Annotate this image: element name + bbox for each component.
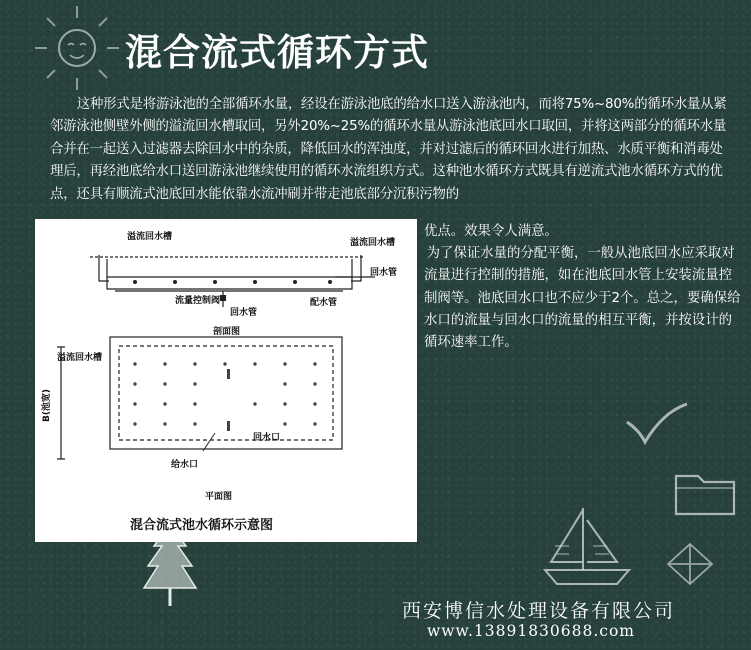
label-flow-valve: 流量控制阀	[175, 296, 221, 306]
label-width: B(池宽)	[42, 388, 53, 423]
label-section: 剖面图	[213, 327, 241, 337]
label-return-pipe-bottom: 回水管	[230, 308, 258, 318]
label-supply-inlet: 给水口	[171, 460, 199, 470]
plan-dots	[133, 362, 316, 431]
side-paragraph-first-line: 优点。效果令人满意。	[424, 224, 558, 239]
label-overflow-left: 溢流回水槽	[127, 232, 173, 242]
check-mark-doodle	[622, 400, 692, 450]
page-title: 混合流式循环方式	[125, 31, 429, 74]
kite-doodle	[655, 540, 725, 600]
label-overflow-plan: 溢流回水槽	[57, 353, 103, 363]
sailboat-doodle	[535, 500, 640, 595]
label-return-pipe-right: 回水管	[370, 268, 398, 278]
side-paragraph-body: 为了保证水量的分配平衡，一般从池底回水应采取对流量进行控制的措施，如在池底回水管上安装流量控制阀等。池底回水口也不应少于2个。总之，要确保给水口的流量与回水口的流量的相互平衡，并按设计的循环速率工作。	[424, 246, 741, 351]
circulation-diagram	[35, 219, 417, 542]
side-paragraph	[424, 221, 742, 354]
intro-paragraph: 这种形式是将游泳池的全部循环水量，经设在游泳池底的给水口送入游泳池内，而将75%~80%的循环水量从紧邻游泳池侧壁外侧的溢流回水槽取回，另外20%~25%的循环水量从游泳池底回水口取回，并将这两部分的循环水量合并在一起送入过滤器去除回水中的杂质，降低回水的浑浊度，并对过滤后的循环回水进行加热、水质平衡和消毒处理后，再经池底给水口送回游泳池继续使用的循环水流组织方式。这种池水循环方式既具有逆流式池水循环方式的优点，还具有顺流式池底回水能依靠水流冲刷并带走池底部分沉积污物的	[50, 97, 727, 202]
label-supply-pipe: 配水管	[310, 298, 338, 308]
company-website: www.13891830688.com	[427, 622, 636, 640]
folder-doodle	[670, 462, 742, 518]
label-return-outlet: 回水口	[253, 433, 281, 443]
label-overflow-right: 溢流回水槽	[350, 238, 396, 248]
label-plan: 平面图	[205, 492, 233, 502]
diagram-caption: 混合流式池水循环示意图	[130, 518, 274, 533]
company-name: 西安博信水处理设备有限公司	[402, 600, 676, 622]
sun-doodle	[22, 0, 132, 100]
